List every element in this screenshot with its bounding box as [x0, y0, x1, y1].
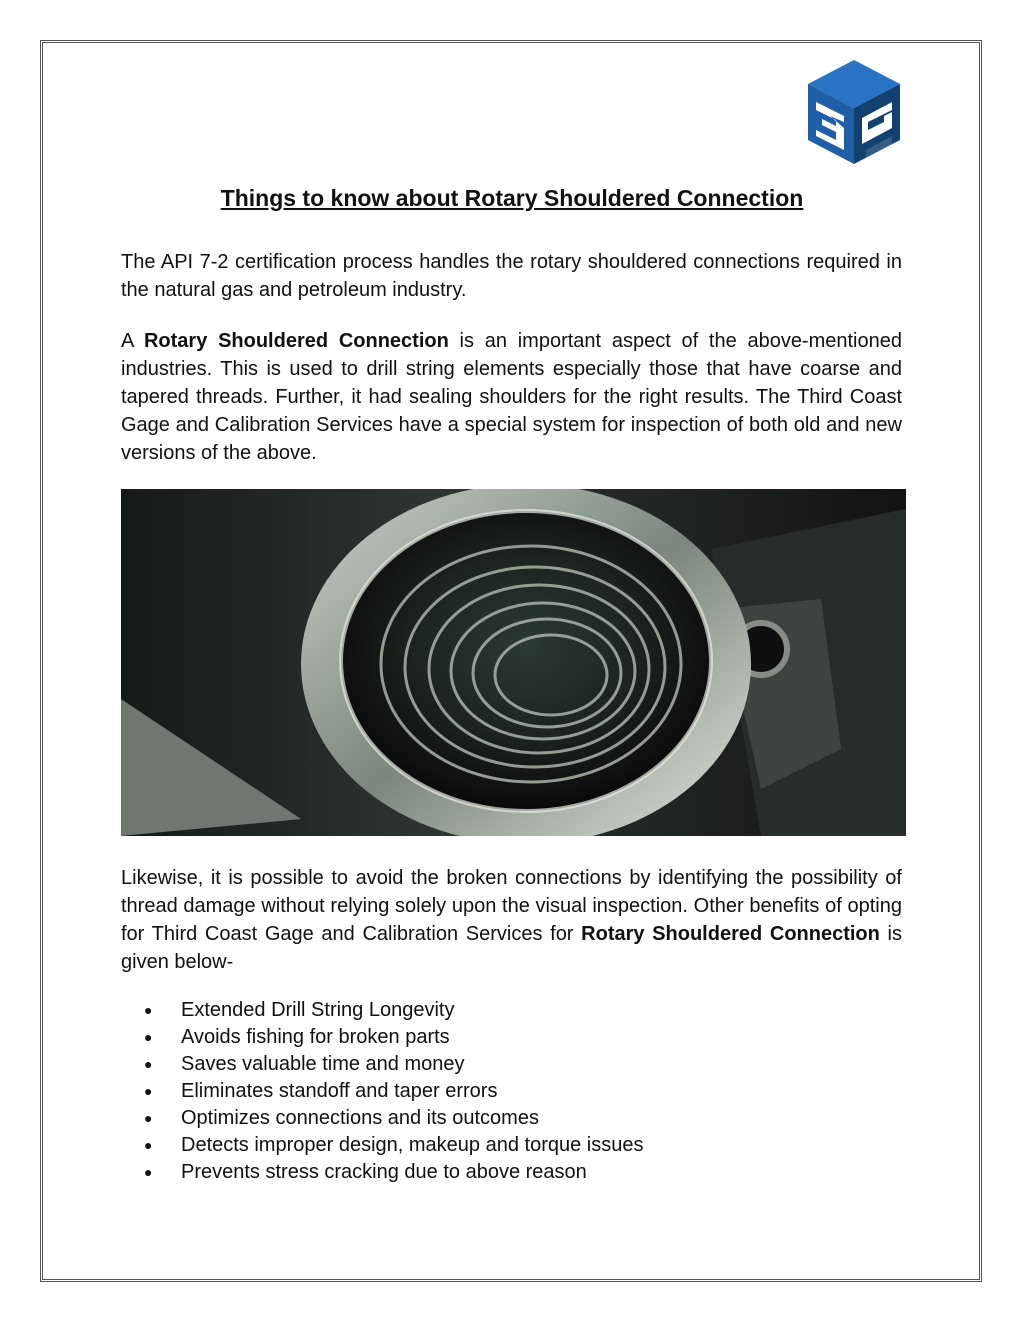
bullet-icon: ● — [144, 1029, 153, 1045]
paragraph-text: A — [121, 330, 144, 352]
paragraph-text: is given below- — [121, 923, 902, 973]
paragraph-text: Likewise, it is possible to avoid the broken connections by identifying the possibility of thread damage without relying solely upon the visual inspection. Other benefits of opting for Third Coast Gage and Calibration Services for — [121, 867, 902, 945]
keyword-bold: Rotary Shouldered Connection — [581, 923, 880, 945]
keyword-bold: Rotary Shouldered Connection — [143, 330, 449, 352]
bullet-icon: ● — [144, 1083, 153, 1099]
list-item: ● Eliminates standoff and taper errors — [121, 1078, 643, 1105]
connection-photo — [121, 489, 906, 836]
page-title: Things to know about Rotary Shouldered Connection — [220, 185, 804, 211]
list-item: ● Optimizes connections and its outcomes — [121, 1105, 643, 1132]
paragraph-text: is an important aspect of the above-mentioned industries. This is used to drill string elements especially those that have coarse and tapered threads. Further, it had sealing shoulders for the right results. The Third Coast Gage and Calibration Services have a special system for inspection of both old and new versions of the above. — [121, 330, 902, 464]
bullet-icon: ● — [144, 1164, 153, 1180]
list-item: ● Detects improper design, makeup and torque issues — [121, 1132, 643, 1159]
intro-paragraph: The API 7-2 certification process handles the rotary shouldered connections required in the natural gas and petroleum industry. — [121, 251, 902, 301]
bullet-icon: ● — [144, 1137, 153, 1153]
description-paragraph — [121, 327, 902, 467]
benefits-list — [121, 997, 643, 1186]
bullet-icon: ● — [144, 1002, 153, 1018]
bullet-icon: ● — [144, 1110, 153, 1126]
benefits-intro-paragraph — [121, 864, 902, 976]
list-item: ● Saves valuable time and money — [121, 1051, 643, 1078]
list-item: ● Prevents stress cracking due to above reason — [121, 1159, 643, 1186]
threaded-connection-illustration — [121, 489, 906, 836]
bullet-icon: ● — [144, 1056, 153, 1072]
list-item: ● Extended Drill String Longevity — [121, 997, 643, 1024]
list-item: ● Avoids fishing for broken parts — [121, 1024, 643, 1051]
company-logo-icon — [804, 58, 904, 166]
